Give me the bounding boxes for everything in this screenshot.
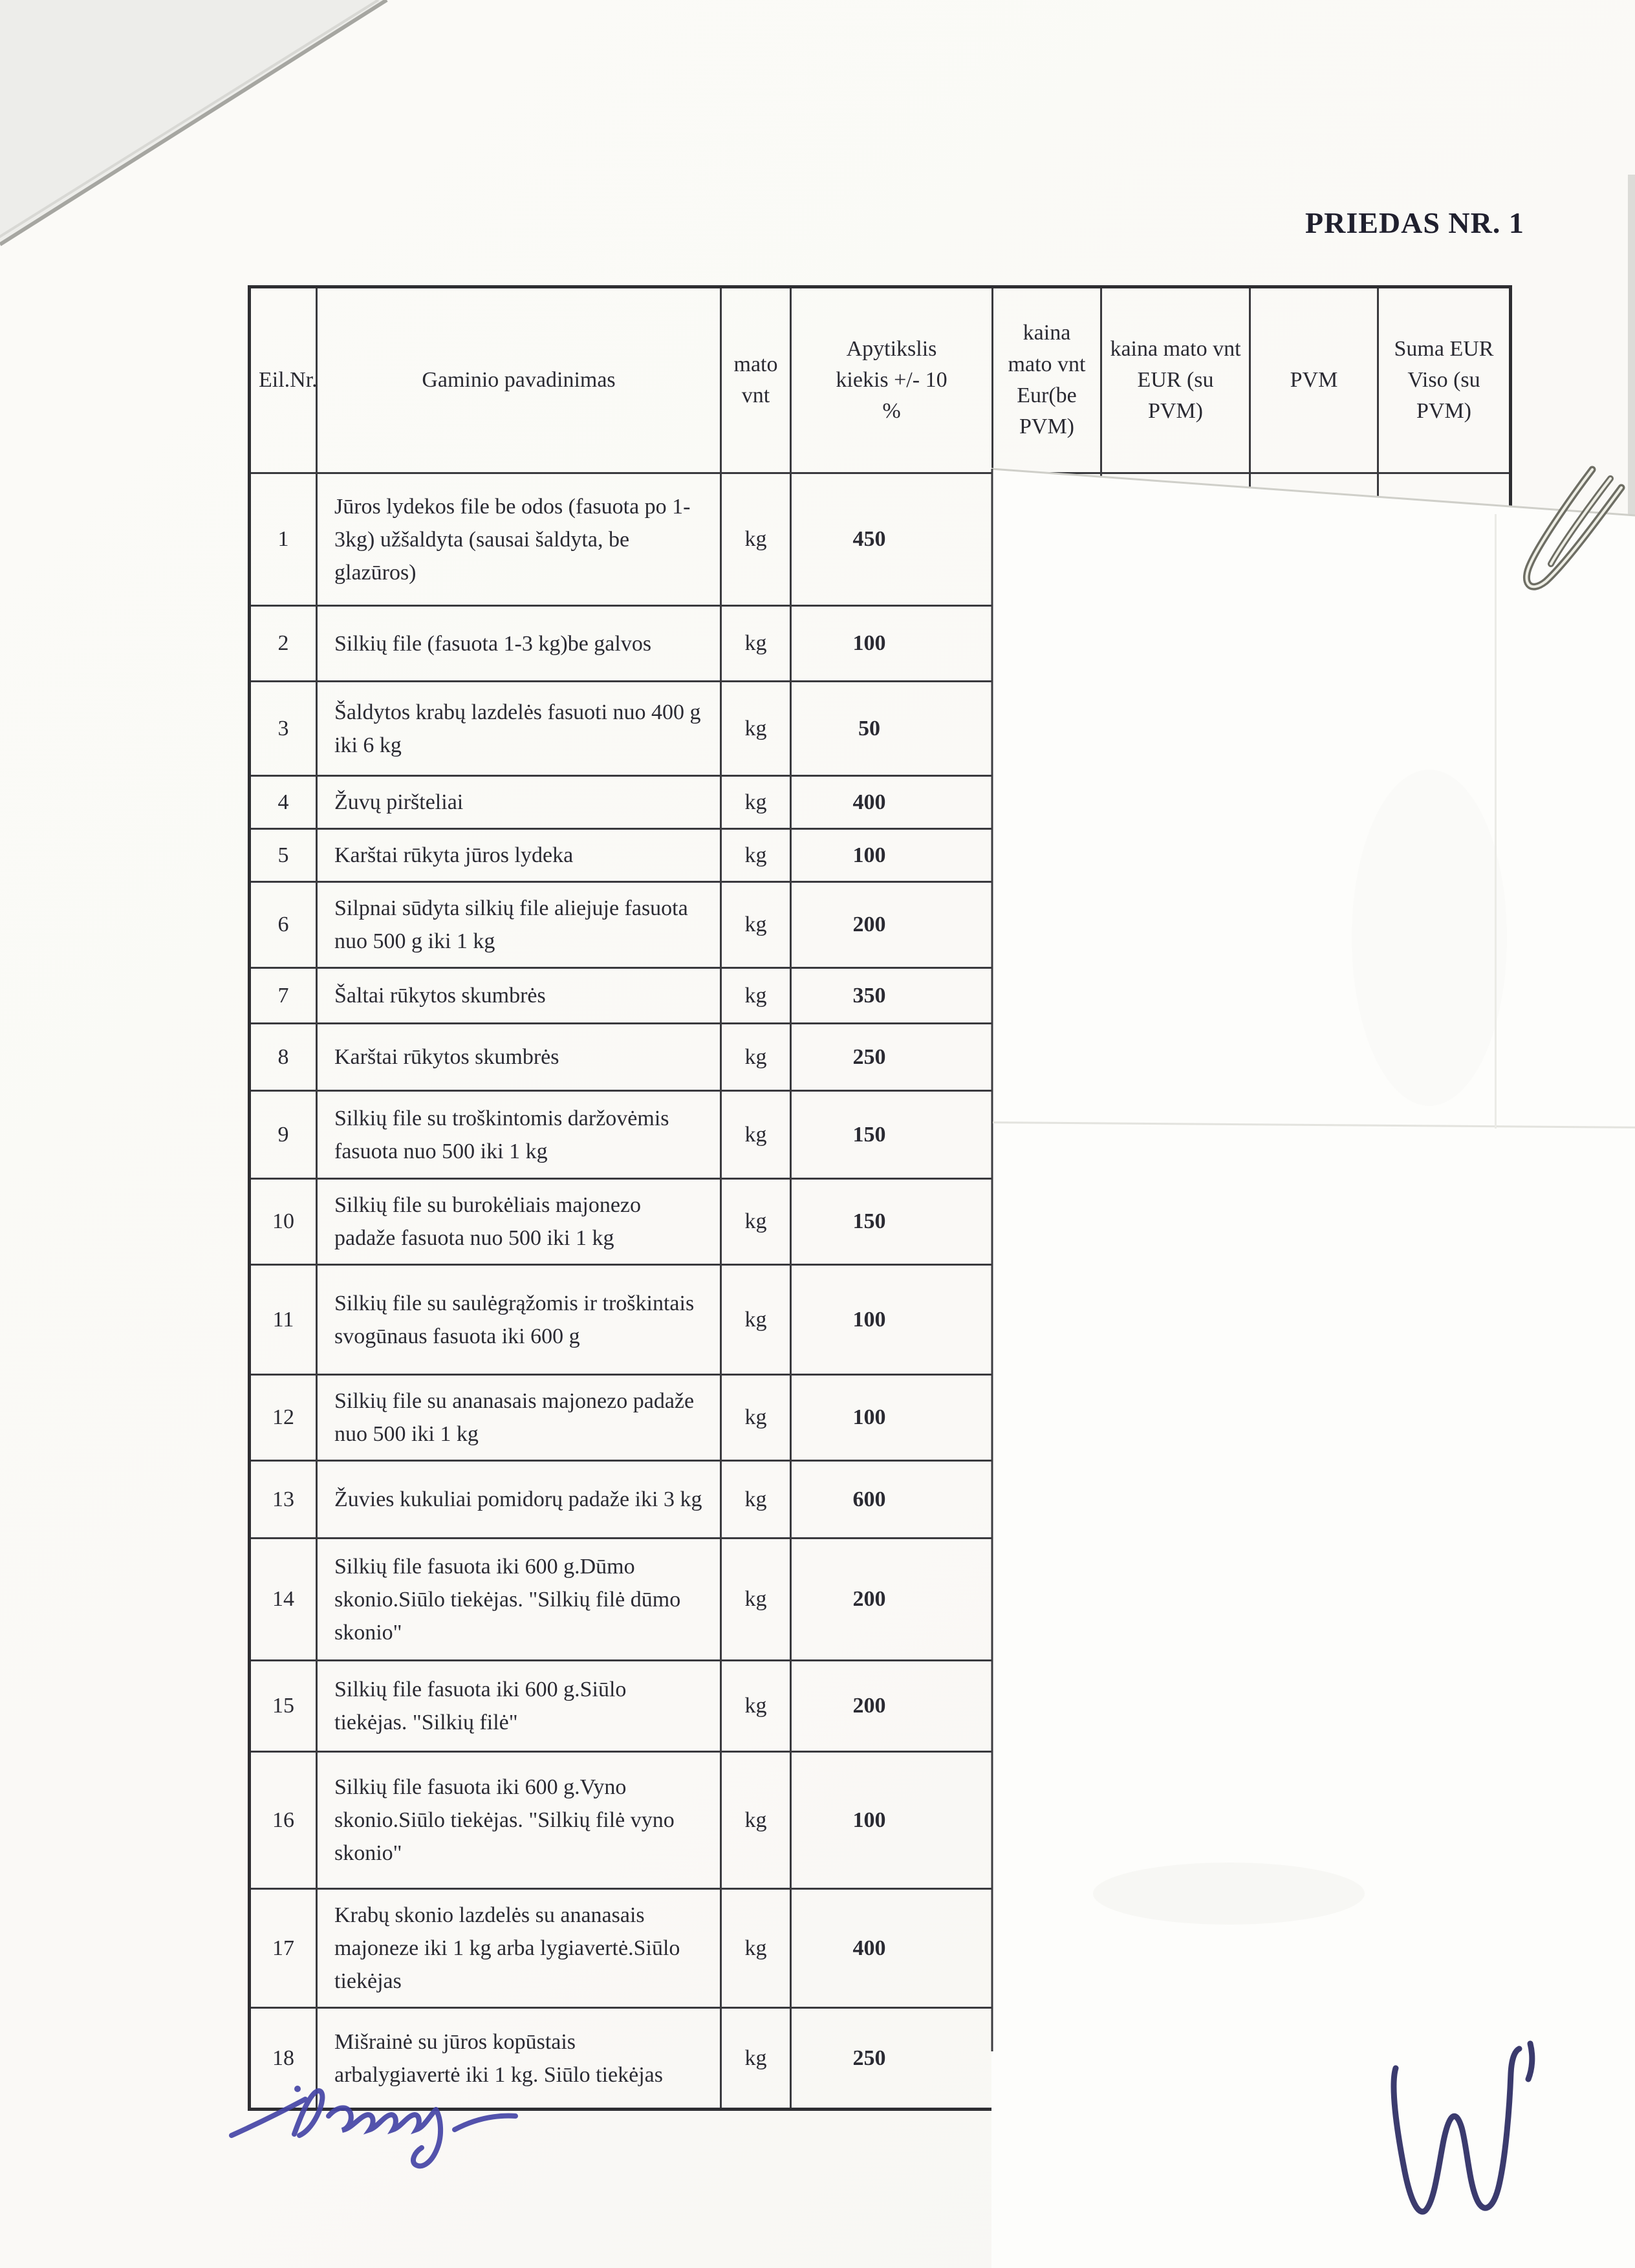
- unit-cell: kg: [721, 829, 791, 882]
- product-name-cell: Žuvies kukuliai pomidorų padaže iki 3 kg: [317, 1461, 721, 1539]
- unit-cell: kg: [721, 682, 791, 776]
- row-number-cell: 4: [250, 776, 317, 829]
- product-name-cell: Jūros lydekos file be odos (fasuota po 1-3kg) užšaldyta (sausai šaldyta, be glazūros): [317, 473, 721, 606]
- row-number-cell: 14: [250, 1539, 317, 1661]
- quantity-cell: 250: [791, 2008, 993, 2110]
- unit-cell: kg: [721, 1661, 791, 1752]
- row-number-cell: 9: [250, 1091, 317, 1179]
- product-name-cell: Silkių file (fasuota 1-3 kg)be galvos: [317, 606, 721, 682]
- unit-cell: kg: [721, 1889, 791, 2008]
- product-name-cell: Silkių file su troškintomis daržovėmis fasuota nuo 500 iki 1 kg: [317, 1091, 721, 1179]
- quantity-cell: 350: [791, 968, 993, 1024]
- quantity-cell: 250: [791, 1024, 993, 1091]
- unit-cell: kg: [721, 2008, 791, 2110]
- unit-cell: kg: [721, 473, 791, 606]
- row-number-cell: 8: [250, 1024, 317, 1091]
- quantity-cell: 100: [791, 1265, 993, 1375]
- unit-cell: kg: [721, 1375, 791, 1461]
- row-number-cell: 2: [250, 606, 317, 682]
- product-name-cell: Silpnai sūdyta silkių file aliejuje fasuota nuo 500 g iki 1 kg: [317, 882, 721, 968]
- unit-cell: kg: [721, 1461, 791, 1539]
- quantity-cell: 200: [791, 1661, 993, 1752]
- unit-cell: kg: [721, 1265, 791, 1375]
- page-title: PRIEDAS NR. 1: [1305, 206, 1524, 239]
- row-number-cell: 10: [250, 1179, 317, 1265]
- unit-cell: kg: [721, 1024, 791, 1091]
- product-name-cell: Silkių file su ananasais majonezo padaže nuo 500 iki 1 kg: [317, 1375, 721, 1461]
- quantity-cell: 150: [791, 1091, 993, 1179]
- product-name-cell: Silkių file fasuota iki 600 g.Vyno skonio.Siūlo tiekėjas. "Silkių filė vyno skonio": [317, 1752, 721, 1889]
- quantity-cell: 50: [791, 682, 993, 776]
- header-kaina-be-pvm: kaina mato vnt Eur(be PVM): [993, 287, 1101, 473]
- product-name-cell: Silkių file fasuota iki 600 g.Siūlo tiekėjas. "Silkių filė": [317, 1661, 721, 1752]
- header-eil-nr: Eil.Nr.: [250, 287, 317, 473]
- header-suma-eur-viso: Suma EUR Viso (su PVM): [1378, 287, 1511, 473]
- row-number-cell: 13: [250, 1461, 317, 1539]
- row-number-cell: 6: [250, 882, 317, 968]
- row-number-cell: 1: [250, 473, 317, 606]
- header-kaina-su-pvm: kaina mato vnt EUR (su PVM): [1101, 287, 1250, 473]
- row-number-cell: 11: [250, 1265, 317, 1375]
- product-name-cell: Šaldytos krabų lazdelės fasuoti nuo 400 g iki 6 kg: [317, 682, 721, 776]
- quantity-cell: 100: [791, 829, 993, 882]
- row-number-cell: 12: [250, 1375, 317, 1461]
- unit-cell: kg: [721, 1091, 791, 1179]
- product-name-cell: Silkių file su saulėgrąžomis ir troškintais svogūnaus fasuota iki 600 g: [317, 1265, 721, 1375]
- quantity-cell: 200: [791, 1539, 993, 1661]
- product-name-cell: Krabų skonio lazdelės su ananasais majoneze iki 1 kg arba lygiavertė.Siūlo tiekėjas: [317, 1889, 721, 2008]
- row-number-cell: 18: [250, 2008, 317, 2110]
- product-name-cell: Mišrainė su jūros kopūstais arbalygiavertė iki 1 kg. Siūlo tiekėjas: [317, 2008, 721, 2110]
- quantity-cell: 450: [791, 473, 993, 606]
- quantity-cell: 100: [791, 1752, 993, 1889]
- product-name-cell: Karštai rūkyta jūros lydeka: [317, 829, 721, 882]
- unit-cell: kg: [721, 1752, 791, 1889]
- header-gaminio-pavadinimas: Gaminio pavadinimas: [317, 287, 721, 473]
- unit-cell: kg: [721, 776, 791, 829]
- quantity-cell: 100: [791, 606, 993, 682]
- row-number-cell: 5: [250, 829, 317, 882]
- unit-cell: kg: [721, 882, 791, 968]
- row-number-cell: 17: [250, 1889, 317, 2008]
- product-name-cell: Silkių file fasuota iki 600 g.Dūmo skonio.Siūlo tiekėjas. "Silkių filė dūmo skonio": [317, 1539, 721, 1661]
- unit-cell: kg: [721, 606, 791, 682]
- header-apytikslis-kiekis: Apytikslis kiekis +/- 10 %: [791, 287, 993, 473]
- unit-cell: kg: [721, 1179, 791, 1265]
- unit-cell: kg: [721, 1539, 791, 1661]
- quantity-cell: 400: [791, 1889, 993, 2008]
- product-name-cell: Karštai rūkytos skumbrės: [317, 1024, 721, 1091]
- header-mato-vnt: mato vnt: [721, 287, 791, 473]
- row-number-cell: 15: [250, 1661, 317, 1752]
- quantity-cell: 150: [791, 1179, 993, 1265]
- row-number-cell: 7: [250, 968, 317, 1024]
- product-name-cell: Silkių file su burokėliais majonezo padaže fasuota nuo 500 iki 1 kg: [317, 1179, 721, 1265]
- unit-cell: kg: [721, 968, 791, 1024]
- product-name-cell: Šaltai rūkytos skumbrės: [317, 968, 721, 1024]
- row-number-cell: 16: [250, 1752, 317, 1889]
- product-name-cell: Žuvų piršteliai: [317, 776, 721, 829]
- quantity-cell: 100: [791, 1375, 993, 1461]
- row-number-cell: 3: [250, 682, 317, 776]
- quantity-cell: 400: [791, 776, 993, 829]
- quantity-cell: 200: [791, 882, 993, 968]
- header-pvm: PVM: [1250, 287, 1378, 473]
- quantity-cell: 600: [791, 1461, 993, 1539]
